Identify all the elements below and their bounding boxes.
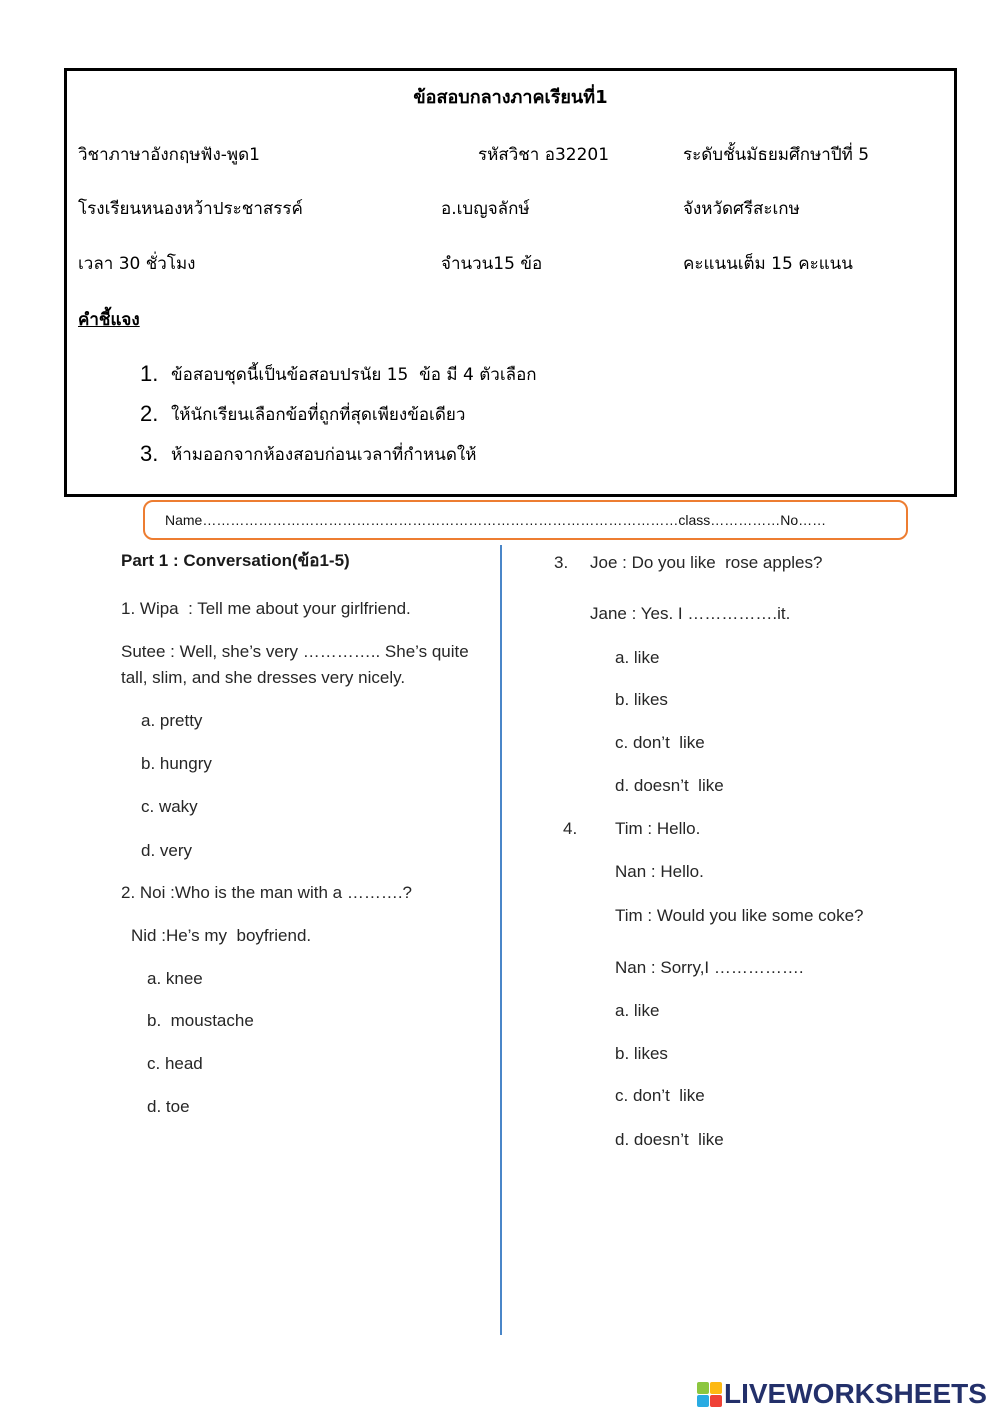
instruction-number: 3.	[140, 441, 159, 466]
q1-prompt: 1. Wipa : Tell me about your girlfriend.	[121, 599, 411, 618]
question-column-right	[510, 540, 990, 1160]
full-score: คะแนนเต็ม 15 คะแนน	[683, 254, 853, 274]
teacher-name: อ.เบญจลักษ์	[441, 199, 530, 219]
q3-number: 3.	[554, 553, 569, 572]
q4-option-c[interactable]: c. don’t like	[615, 1086, 705, 1105]
grade-level: ระดับชั้นมัธยมศึกษาปีที่ 5	[683, 145, 870, 165]
q4-option-a[interactable]: a. like	[615, 1001, 660, 1020]
instruction-number: 1.	[140, 361, 159, 386]
liveworksheets-logo[interactable]	[697, 1379, 993, 1409]
q4-number: 4.	[563, 819, 578, 838]
instructions-label: คำชี้แจง	[78, 310, 140, 330]
logo-tile[interactable]	[710, 1395, 722, 1407]
logo-tile[interactable]	[697, 1395, 709, 1407]
column-divider	[500, 545, 502, 1335]
q4-line-4: Nan : Sorry,I …………….	[615, 958, 804, 977]
exam-title: ข้อสอบกลางภาคเรียนที่1	[413, 87, 608, 108]
q1-option-d[interactable]: d. very	[141, 841, 193, 860]
q2-option-a[interactable]: a. knee	[147, 969, 203, 988]
liveworksheets-wordmark[interactable]: LIVEWORKSHEETS	[724, 1378, 987, 1409]
q2-prompt: 2. Noi :Who is the man with a ……….?	[121, 883, 412, 902]
q2-option-b[interactable]: b. moustache	[147, 1011, 254, 1030]
q3-option-b[interactable]: b. likes	[615, 690, 668, 709]
q3-prompt: Joe : Do you like rose apples?	[590, 553, 823, 572]
exam-time: เวลา 30 ชั่วโมง	[78, 254, 196, 274]
instruction-text: ห้ามออกจากห้องสอบก่อนเวลาที่กำหนดให้	[171, 445, 477, 465]
q3-response: Jane : Yes. I …………….it.	[590, 604, 791, 623]
q4-option-d[interactable]: d. doesn’t like	[615, 1130, 724, 1149]
student-info-field[interactable]	[143, 500, 908, 540]
q2-option-d[interactable]: d. toe	[147, 1097, 190, 1116]
q2-response: Nid :He’s my boyfriend.	[131, 926, 312, 945]
q1-option-b[interactable]: b. hungry	[141, 754, 212, 773]
subject: วิชาภาษาอังกฤษฟัง-พูด1	[78, 145, 260, 165]
subject-code: รหัสวิชา อ32201	[478, 145, 610, 165]
instruction-text: ข้อสอบชุดนี้เป็นข้อสอบปรนัย 15 ข้อ มี 4 ตัวเลือก	[171, 365, 537, 385]
q1-response-continued: tall, slim, and she dresses very nicely.	[121, 668, 406, 687]
q4-line-1: Tim : Hello.	[615, 819, 701, 838]
item-count: จำนวน15 ข้อ	[441, 254, 543, 274]
exam-header	[64, 68, 957, 497]
q4-option-b[interactable]: b. likes	[615, 1044, 668, 1063]
liveworksheets-icon[interactable]	[697, 1382, 722, 1407]
q1-response: Sutee : Well, she’s very ………….. She’s quite	[121, 642, 469, 661]
q4-line-2: Nan : Hello.	[615, 862, 704, 881]
q3-option-d[interactable]: d. doesn’t like	[615, 776, 724, 795]
q4-line-3: Tim : Would you like some coke?	[615, 906, 864, 925]
q3-option-c[interactable]: c. don’t like	[615, 733, 705, 752]
student-info-text[interactable]: Name…………………………………………………………………………………………class……………No……	[165, 512, 827, 528]
logo-tile[interactable]	[710, 1382, 722, 1394]
instruction-number: 2.	[140, 401, 159, 426]
q2-option-c[interactable]: c. head	[147, 1054, 203, 1073]
instruction-text: ให้นักเรียนเลือกข้อที่ถูกที่สุดเพียงข้อเดียว	[171, 405, 466, 425]
q3-option-a[interactable]: a. like	[615, 648, 660, 667]
part1-heading: Part 1 : Conversation(ข้อ1-5)	[121, 551, 350, 570]
question-column-left	[100, 540, 500, 1130]
q1-option-a[interactable]: a. pretty	[141, 711, 203, 730]
province: จังหวัดศรีสะเกษ	[683, 199, 800, 219]
school-name: โรงเรียนหนองหว้าประชาสรรค์	[78, 199, 303, 219]
logo-tile[interactable]	[697, 1382, 709, 1394]
q1-option-c[interactable]: c. waky	[141, 797, 198, 816]
